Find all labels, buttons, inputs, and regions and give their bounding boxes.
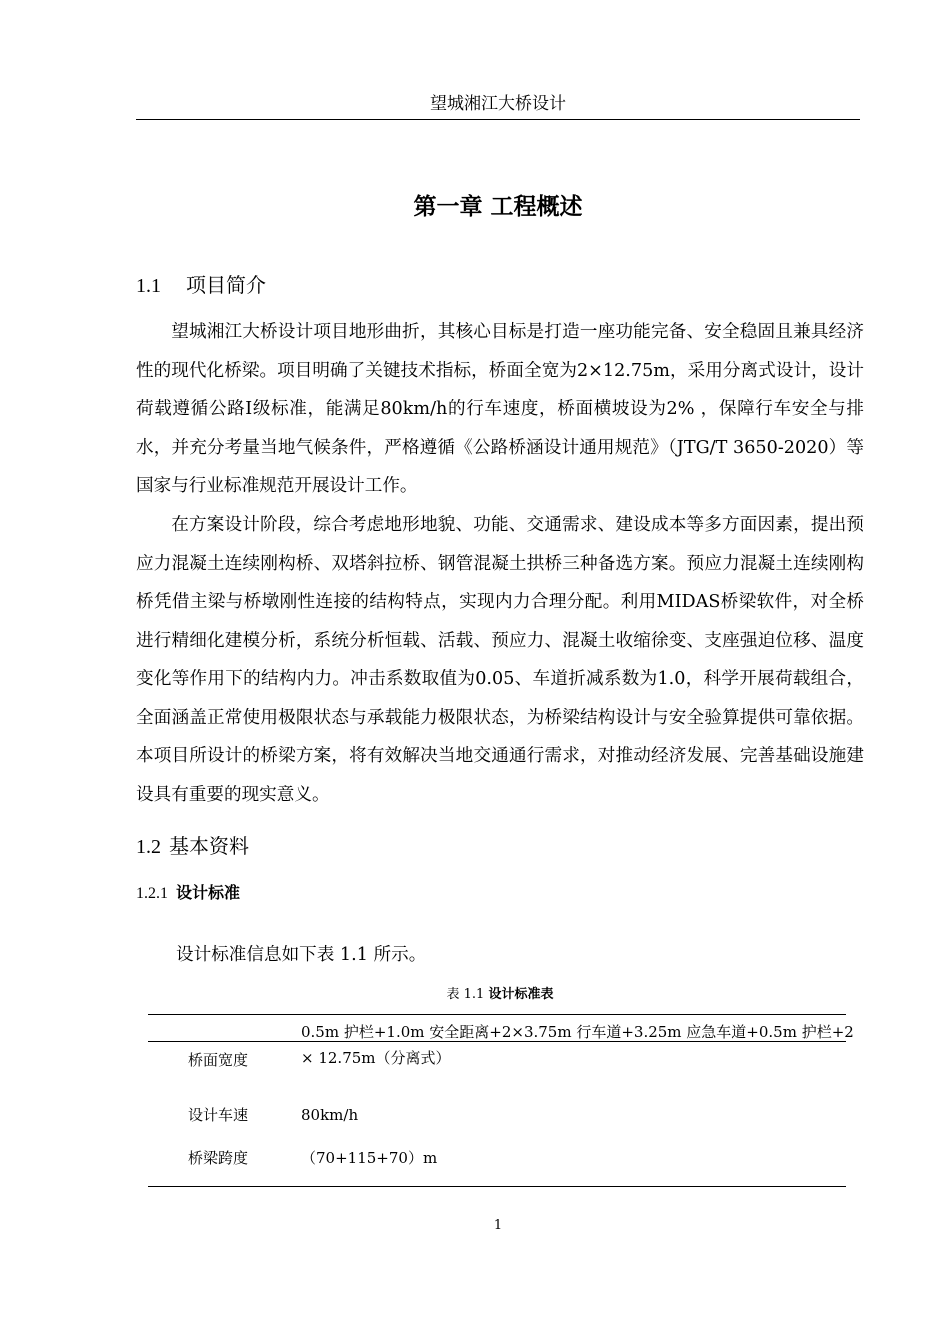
paragraph-2: 在方案设计阶段，综合考虑地形地貌、功能、交通需求、建设成本等多方面因素，提出预应力混凝土连续刚构桥、双塔斜拉桥、钢管混凝土拱桥三种备选方案。预应力混凝土连续刚构桥凭借主梁与桥墩刚性连接的结构特点，实现内力合理分配。利用MIDAS桥梁软件，对全桥进行精细化建模分析，系统分析恒载、活载、预应力、混凝土收缩徐变、支座强迫位移、温度变化等作用下的结构内力。冲击系数取值为0.05、车道折减系数为1.0，科学开展荷载组合，全面涵盖正常使用极限状态与承载能力极限状态，为桥梁结构设计与安全验算提供可靠依据。本项目所设计的桥梁方案，将有效解决当地交通通行需求，对推动经济发展、完善基础设施建设具有重要的现实意义。 [136,515,864,805]
table-top-rule [148,1014,846,1015]
table-cell-value: 80km/h [301,1106,359,1124]
chapter-title: 第一章 工程概述 [413,194,583,220]
table-caption [136,984,864,1006]
table-intro-text: 设计标准信息如下表 1.1 所示。 [176,945,427,965]
section-number: 1.1 [136,275,161,297]
section-title: 基本资料 [169,834,249,858]
section-heading-1-2 [136,831,249,862]
section-title: 项目简介 [186,273,266,297]
section-number: 1.2 [136,836,161,858]
section-heading-1-1 [136,270,266,301]
table-bottom-rule [148,1186,846,1187]
running-header: 望城湘江大桥设计 [430,94,566,114]
table-cell-label: 设计车速 [188,1106,249,1124]
paragraph-1: 望城湘江大桥设计项目地形曲折，其核心目标是打造一座功能完备、安全稳固且兼具经济性的现代化桥梁。项目明确了关键技术指标，桥面全宽为2×12.75m，采用分离式设计，设计荷载遵循公路I级标准，能满足80km/h的行车速度，桥面横坡设为2% ，保障行车安全与排水，并充分考量当地气候条件，严格遵循《公路桥涵设计通用规范》（JTG/T 3650-2020）等国家与行业标准规范开展设计工作。 [136,322,864,496]
page-number: 1 [493,1218,503,1233]
header-rule [136,119,860,120]
subsection-heading-1-2-1 [136,880,240,907]
table-cell-label: 桥面宽度 [188,1051,249,1069]
table-caption-number: 表 1.1 [446,987,485,1002]
table-cell-width-line1: 0.5m 护栏+1.0m 安全距离+2×3.75m 行车道+3.25m 应急车道+0.5m 护栏+2 [301,1023,854,1041]
table-cell-width-line2: × 12.75m（分离式） [301,1049,451,1067]
table-cell-label: 桥梁跨度 [188,1149,249,1167]
table-caption-title: 设计标准表 [488,987,554,1002]
table-cell-value: （70+115+70）m [301,1149,438,1167]
subsection-number: 1.2.1 [136,885,168,902]
subsection-title: 设计标准 [176,883,241,902]
